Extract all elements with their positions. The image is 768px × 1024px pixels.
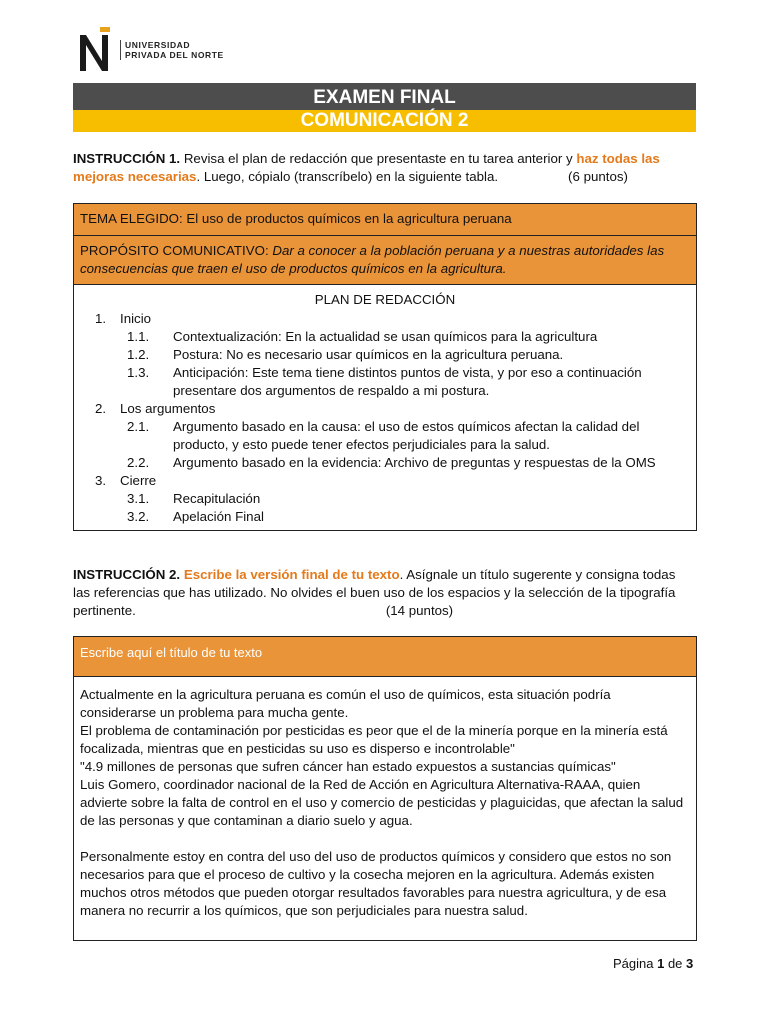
item-text: Inicio bbox=[120, 311, 152, 326]
page-total: 3 bbox=[686, 956, 694, 971]
instruction-2-label: INSTRUCCIÓN 2. bbox=[73, 567, 181, 582]
page-label: Página bbox=[613, 956, 658, 971]
proposito-text: Dar a conocer a la población peruana y a nuestras autoridades las consecuencias que traen el uso de productos químicos en la agricultura. bbox=[80, 243, 665, 276]
item-number: 2.1. bbox=[127, 419, 150, 434]
exam-title: EXAMEN FINAL bbox=[73, 83, 696, 110]
proposito-label: PROPÓSITO COMUNICATIVO: bbox=[80, 243, 273, 258]
logo-n-icon bbox=[78, 27, 114, 73]
list-item bbox=[80, 508, 690, 526]
list-item bbox=[80, 310, 690, 328]
page-of: de bbox=[664, 956, 687, 971]
instruction-2-points: (14 puntos) bbox=[385, 603, 454, 618]
item-text: Apelación Final bbox=[173, 509, 264, 524]
instruction-2-text: . Asígnale un título sugerente y consigna todas las referencias que has utilizado. No olvides el buen uso de los espacios y la selección de la tipografía pertinente. bbox=[73, 567, 676, 618]
item-number: 3.2. bbox=[127, 509, 150, 524]
item-text: Contextualización: En la actualidad se usan químicos para la agricultura bbox=[173, 329, 598, 344]
item-number: 1.2. bbox=[127, 347, 150, 362]
item-text: Los argumentos bbox=[120, 401, 216, 416]
item-number: 2.2. bbox=[127, 455, 150, 470]
page-number bbox=[613, 956, 693, 971]
text-paragraph: Actualmente en la agricultura peruana es común el uso de químicos, esta situación podría considerarse un problema para mucha gente. bbox=[80, 687, 611, 720]
item-text: Recapitulación bbox=[173, 491, 261, 506]
item-text: Anticipación: Este tema tiene distintos puntos de vista, y por eso a continuación presentare dos argumentos de respaldo a mi postura. bbox=[173, 365, 642, 398]
item-text: Postura: No es necesario usar químicos en la agricultura peruana. bbox=[173, 347, 564, 362]
instruction-1 bbox=[73, 150, 696, 186]
text-paragraph: Luis Gomero, coordinador nacional de la Red de Acción en Agricultura Alternativa-RAAA, quien advierte sobre la falta de control en el uso y comercio de pesticidas y plaguicidas, que afectan la salud de las personas y que contaminan a diario suelo y agua. bbox=[80, 777, 684, 828]
plan-redaccion bbox=[74, 285, 696, 530]
instruction-1-text-a: Revisa el plan de redacción que presentaste en tu tarea anterior y bbox=[180, 151, 577, 166]
title-input-cell[interactable]: Escribe aquí el título de tu texto bbox=[74, 637, 696, 677]
list-item bbox=[80, 418, 690, 454]
logo-text bbox=[120, 40, 224, 60]
item-number: 1.1. bbox=[127, 329, 150, 344]
item-number: 1.3. bbox=[127, 365, 150, 380]
final-text-table bbox=[73, 636, 697, 941]
plan-title: PLAN DE REDACCIÓN bbox=[314, 292, 456, 307]
instruction-2 bbox=[73, 566, 696, 620]
final-text-body bbox=[74, 677, 696, 929]
instruction-2-highlight: Escribe la versión final de tu texto bbox=[183, 567, 400, 582]
instruction-1-points: (6 puntos) bbox=[568, 169, 628, 184]
instruction-1-label: INSTRUCCIÓN 1. bbox=[73, 151, 181, 166]
university-logo bbox=[78, 26, 224, 74]
tema-text: TEMA ELEGIDO: El uso de productos químicos en la agricultura peruana bbox=[80, 211, 512, 226]
text-paragraph: "4.9 millones de personas que sufren cáncer han estado expuestos a sustancias químicas" bbox=[80, 759, 616, 774]
item-number: 2. bbox=[95, 401, 107, 416]
logo-line2: PRIVADA DEL NORTE bbox=[125, 50, 224, 60]
item-number: 3. bbox=[95, 473, 107, 488]
list-item bbox=[80, 328, 690, 346]
course-title: COMUNICACIÓN 2 bbox=[73, 110, 696, 132]
logo-line1: UNIVERSIDAD bbox=[125, 40, 191, 50]
page-current: 1 bbox=[657, 956, 665, 971]
list-item bbox=[80, 490, 690, 508]
proposito-cell bbox=[74, 236, 696, 285]
instruction-1-highlight: haz todas las mejoras necesarias bbox=[73, 151, 660, 184]
item-number: 1. bbox=[95, 311, 107, 326]
list-item bbox=[80, 346, 690, 364]
tema-cell bbox=[74, 204, 696, 236]
text-paragraph: Personalmente estoy en contra del uso del uso de productos químicos y considero que estos no son necesarios para que el proceso de cultivo y la cosecha mejoren en la agricultura. Además existen muchos otros métodos que pueden otorgar resultados favorables para nuestra agricultura, y de esa manera no recurrir a los químicos, que son perjudiciales para nuestra salud. bbox=[80, 849, 672, 918]
list-item bbox=[80, 454, 690, 472]
list-item bbox=[80, 364, 690, 400]
plan-table bbox=[73, 203, 697, 531]
item-text: Argumento basado en la evidencia: Archivo de preguntas y respuestas de la OMS bbox=[173, 455, 656, 470]
instruction-1-text-b: . Luego, cópialo (transcríbelo) en la siguiente tabla. bbox=[196, 169, 499, 184]
list-item bbox=[80, 400, 690, 418]
item-number: 3.1. bbox=[127, 491, 150, 506]
list-item bbox=[80, 472, 690, 490]
item-text: Cierre bbox=[120, 473, 157, 488]
text-paragraph: El problema de contaminación por pesticidas es peor que el de la minería porque en la minería está focalizada, mientras que en pesticidas su uso es disperso e incontrolable" bbox=[80, 723, 668, 756]
item-text: Argumento basado en la causa: el uso de estos químicos afectan la calidad del producto, y esto puede tener efectos perjudiciales para la salud. bbox=[173, 419, 640, 452]
